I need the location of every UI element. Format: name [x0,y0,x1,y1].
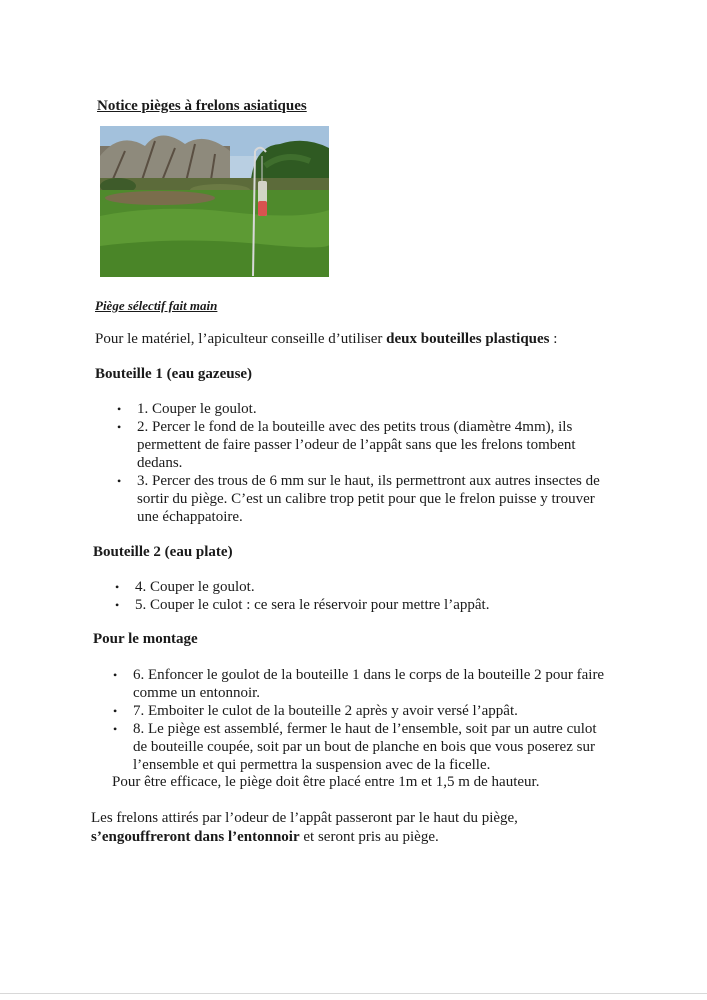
garden-trap-photo [100,126,329,277]
page-bottom-edge [0,993,707,994]
list-item: • 5. Couper le culot : ce sera le réservoir pour mettre l’appât. [115,596,610,614]
intro-paragraph [95,330,557,348]
section-subtitle: Piège sélectif fait main [95,298,218,313]
intro-emphasis: deux bouteilles plastiques [386,331,550,347]
steps-list-bouteille-2 [115,578,610,614]
list-item: • 1. Couper le goulot. [117,400,612,418]
steps-list-montage [113,666,613,774]
list-item: • 6. Enfoncer le goulot de la bouteille 1 dans le corps de la bouteille 2 pour faire comme un entonnoir. [113,666,613,702]
list-item: • 2. Percer le fond de la bouteille avec des petits trous (diamètre 4mm), ils permettent de faire passer l’odeur de l’appât sans que les frelons tombent dedans. [117,418,612,472]
heading-bouteille-2: Bouteille 2 (eau plate) [93,544,233,560]
steps-list-bouteille-1 [117,400,612,526]
conclusion-paragraph [91,809,561,847]
list-item: • 4. Couper le goulot. [115,578,610,596]
conclusion-emphasis: s’engouffreront dans l’entonnoir [91,829,300,845]
list-item: • 8. Le piège est assemblé, fermer le haut de l’ensemble, soit par un autre culot de bouteille coupée, soit par un bout de planche en bois que vous poserez sur l’ensemble et qui permettra la suspension avec de la ficelle. [113,720,613,774]
conclusion-text: Les frelons attirés par l’odeur de l’appât passeront par le haut du piège, [91,810,518,826]
list-item: • 7. Emboiter le culot de la bouteille 2 après y avoir versé l’appât. [113,702,613,720]
list-item: • 3. Percer des trous de 6 mm sur le haut, ils permettront aux autres insectes de sortir du piège. C’est un calibre trop petit pour que le frelon puisse y trouver une échappatoire. [117,472,612,526]
heading-montage: Pour le montage [93,631,198,647]
heading-bouteille-1: Bouteille 1 (eau gazeuse) [95,366,253,382]
document-title: Notice pièges à frelons asiatiques [97,98,307,114]
conclusion-text-end: et seront pris au piège. [299,829,439,845]
height-note: Pour être efficace, le piège doit être placé entre 1m et 1,5 m de hauteur. [112,774,540,790]
intro-text-end: : [549,331,558,347]
intro-text: Pour le matériel, l’apiculteur conseille d’utiliser [95,331,387,347]
